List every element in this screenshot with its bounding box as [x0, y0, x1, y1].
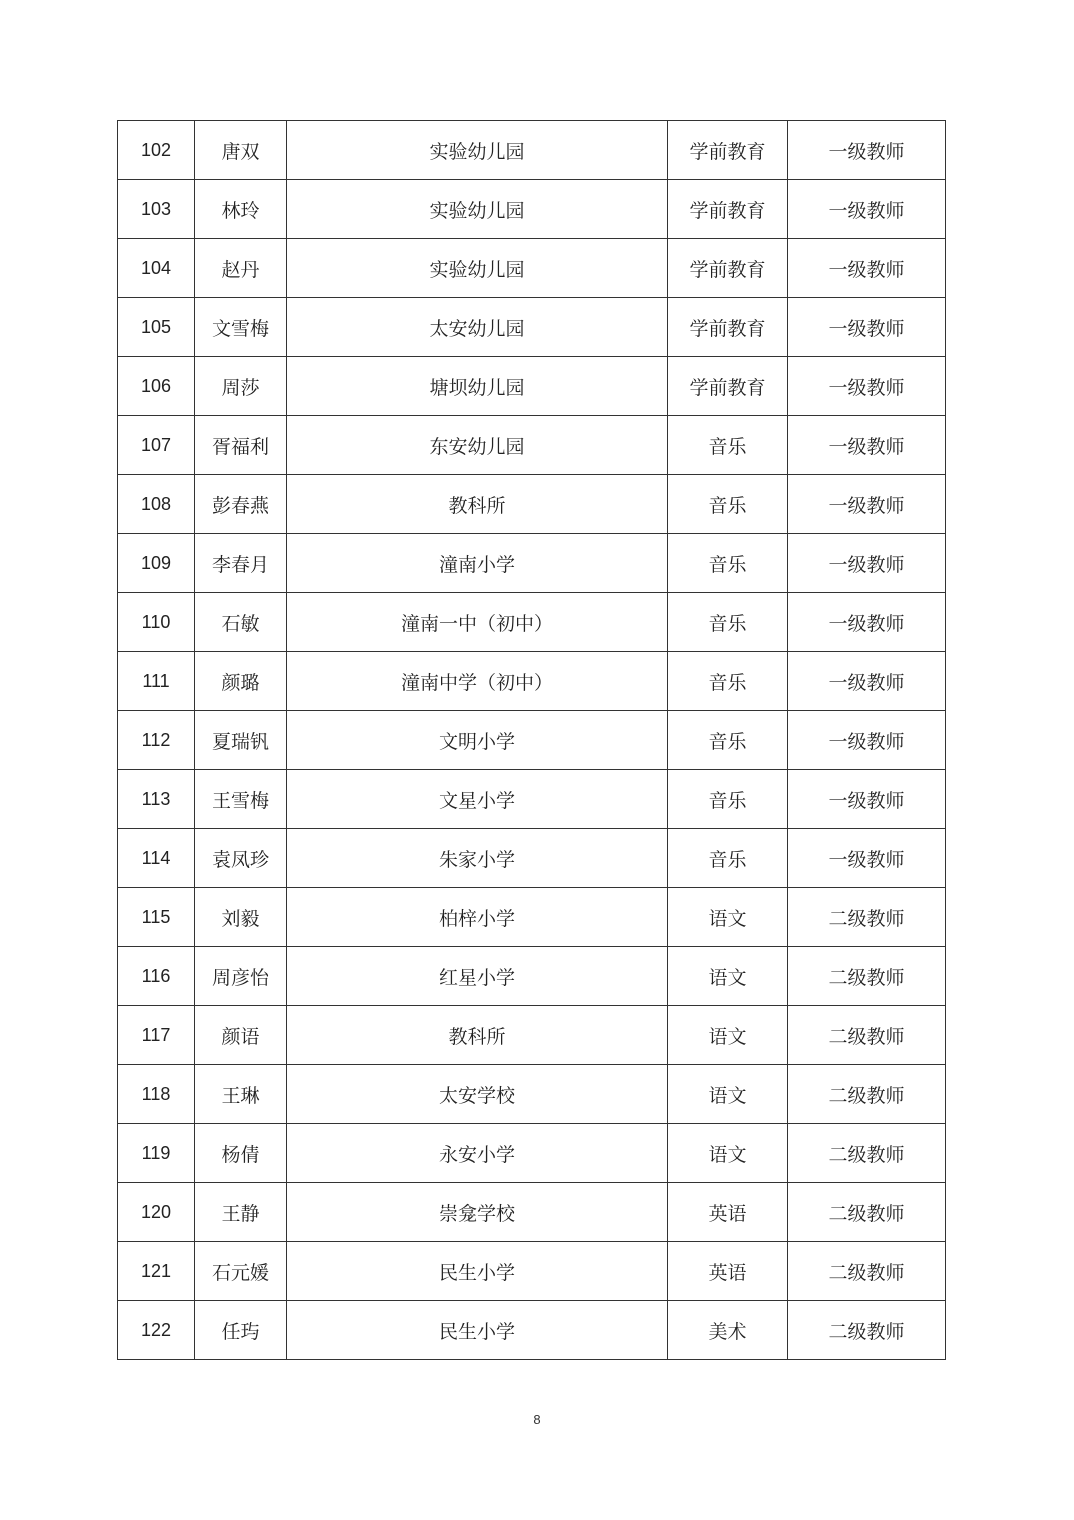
cell-subject: 学前教育 [668, 239, 788, 298]
table-row [118, 239, 946, 298]
cell-number: 113 [118, 770, 195, 829]
cell-subject: 语文 [668, 947, 788, 1006]
cell-unit: 实验幼儿园 [287, 239, 668, 298]
cell-name: 周莎 [195, 357, 287, 416]
cell-name: 石元媛 [195, 1242, 287, 1301]
cell-number: 120 [118, 1183, 195, 1242]
cell-name: 王琳 [195, 1065, 287, 1124]
cell-title: 二级教师 [788, 947, 946, 1006]
cell-unit: 太安幼儿园 [287, 298, 668, 357]
cell-name: 文雪梅 [195, 298, 287, 357]
cell-name: 周彦怡 [195, 947, 287, 1006]
cell-unit: 朱家小学 [287, 829, 668, 888]
cell-title: 一级教师 [788, 357, 946, 416]
cell-name: 刘毅 [195, 888, 287, 947]
cell-name: 袁凤珍 [195, 829, 287, 888]
cell-unit: 潼南一中（初中） [287, 593, 668, 652]
cell-number: 121 [118, 1242, 195, 1301]
cell-title: 一级教师 [788, 180, 946, 239]
cell-subject: 语文 [668, 1006, 788, 1065]
table-row [118, 298, 946, 357]
teacher-list-table [117, 120, 946, 1360]
page-number: 8 [533, 1412, 541, 1427]
cell-title: 二级教师 [788, 888, 946, 947]
cell-subject: 音乐 [668, 652, 788, 711]
table-row [118, 1242, 946, 1301]
table-row [118, 1006, 946, 1065]
cell-name: 唐双 [195, 121, 287, 180]
cell-title: 一级教师 [788, 534, 946, 593]
cell-title: 二级教师 [788, 1006, 946, 1065]
cell-number: 108 [118, 475, 195, 534]
cell-title: 一级教师 [788, 652, 946, 711]
cell-title: 二级教师 [788, 1242, 946, 1301]
cell-unit: 太安学校 [287, 1065, 668, 1124]
cell-title: 一级教师 [788, 416, 946, 475]
cell-name: 任玙 [195, 1301, 287, 1360]
cell-subject: 音乐 [668, 770, 788, 829]
cell-unit: 潼南中学（初中） [287, 652, 668, 711]
cell-number: 114 [118, 829, 195, 888]
cell-name: 赵丹 [195, 239, 287, 298]
cell-number: 117 [118, 1006, 195, 1065]
table-row [118, 180, 946, 239]
table-row [118, 357, 946, 416]
table-row [118, 770, 946, 829]
cell-subject: 学前教育 [668, 180, 788, 239]
table-row [118, 652, 946, 711]
cell-unit: 文明小学 [287, 711, 668, 770]
cell-number: 119 [118, 1124, 195, 1183]
cell-name: 颜璐 [195, 652, 287, 711]
cell-number: 122 [118, 1301, 195, 1360]
cell-number: 115 [118, 888, 195, 947]
cell-title: 二级教师 [788, 1183, 946, 1242]
cell-number: 107 [118, 416, 195, 475]
cell-name: 李春月 [195, 534, 287, 593]
cell-number: 118 [118, 1065, 195, 1124]
cell-number: 106 [118, 357, 195, 416]
table-row [118, 711, 946, 770]
table-row [118, 888, 946, 947]
cell-subject: 音乐 [668, 416, 788, 475]
table-row [118, 1124, 946, 1183]
cell-title: 二级教师 [788, 1124, 946, 1183]
cell-subject: 语文 [668, 888, 788, 947]
cell-number: 104 [118, 239, 195, 298]
table-row [118, 1065, 946, 1124]
cell-title: 一级教师 [788, 593, 946, 652]
cell-number: 116 [118, 947, 195, 1006]
cell-number: 103 [118, 180, 195, 239]
cell-name: 王静 [195, 1183, 287, 1242]
cell-unit: 教科所 [287, 475, 668, 534]
cell-unit: 民生小学 [287, 1242, 668, 1301]
cell-title: 二级教师 [788, 1301, 946, 1360]
cell-number: 112 [118, 711, 195, 770]
cell-subject: 学前教育 [668, 121, 788, 180]
table-row [118, 1301, 946, 1360]
cell-unit: 红星小学 [287, 947, 668, 1006]
table-body [118, 121, 946, 1360]
cell-subject: 学前教育 [668, 298, 788, 357]
table-row [118, 593, 946, 652]
cell-unit: 潼南小学 [287, 534, 668, 593]
cell-unit: 实验幼儿园 [287, 121, 668, 180]
table-row [118, 475, 946, 534]
cell-number: 109 [118, 534, 195, 593]
cell-title: 一级教师 [788, 239, 946, 298]
cell-number: 110 [118, 593, 195, 652]
cell-unit: 永安小学 [287, 1124, 668, 1183]
cell-name: 林玲 [195, 180, 287, 239]
cell-unit: 塘坝幼儿园 [287, 357, 668, 416]
cell-unit: 柏梓小学 [287, 888, 668, 947]
cell-unit: 崇龛学校 [287, 1183, 668, 1242]
cell-name: 夏瑞钒 [195, 711, 287, 770]
table-row [118, 829, 946, 888]
cell-name: 颜语 [195, 1006, 287, 1065]
cell-subject: 音乐 [668, 711, 788, 770]
cell-title: 二级教师 [788, 1065, 946, 1124]
cell-unit: 东安幼儿园 [287, 416, 668, 475]
cell-name: 石敏 [195, 593, 287, 652]
cell-subject: 英语 [668, 1183, 788, 1242]
cell-name: 胥福利 [195, 416, 287, 475]
cell-subject: 语文 [668, 1065, 788, 1124]
cell-unit: 实验幼儿园 [287, 180, 668, 239]
table-row [118, 121, 946, 180]
cell-number: 105 [118, 298, 195, 357]
cell-unit: 教科所 [287, 1006, 668, 1065]
cell-title: 一级教师 [788, 829, 946, 888]
cell-subject: 美术 [668, 1301, 788, 1360]
table-row [118, 947, 946, 1006]
table-row [118, 1183, 946, 1242]
cell-title: 一级教师 [788, 770, 946, 829]
cell-subject: 音乐 [668, 593, 788, 652]
cell-name: 王雪梅 [195, 770, 287, 829]
table-row [118, 416, 946, 475]
cell-name: 杨倩 [195, 1124, 287, 1183]
cell-title: 一级教师 [788, 711, 946, 770]
cell-number: 111 [118, 652, 195, 711]
cell-subject: 音乐 [668, 829, 788, 888]
cell-title: 一级教师 [788, 121, 946, 180]
cell-unit: 民生小学 [287, 1301, 668, 1360]
cell-number: 102 [118, 121, 195, 180]
cell-title: 一级教师 [788, 475, 946, 534]
cell-subject: 英语 [668, 1242, 788, 1301]
cell-name: 彭春燕 [195, 475, 287, 534]
cell-subject: 语文 [668, 1124, 788, 1183]
cell-subject: 音乐 [668, 475, 788, 534]
cell-subject: 音乐 [668, 534, 788, 593]
cell-subject: 学前教育 [668, 357, 788, 416]
cell-unit: 文星小学 [287, 770, 668, 829]
table-row [118, 534, 946, 593]
cell-title: 一级教师 [788, 298, 946, 357]
